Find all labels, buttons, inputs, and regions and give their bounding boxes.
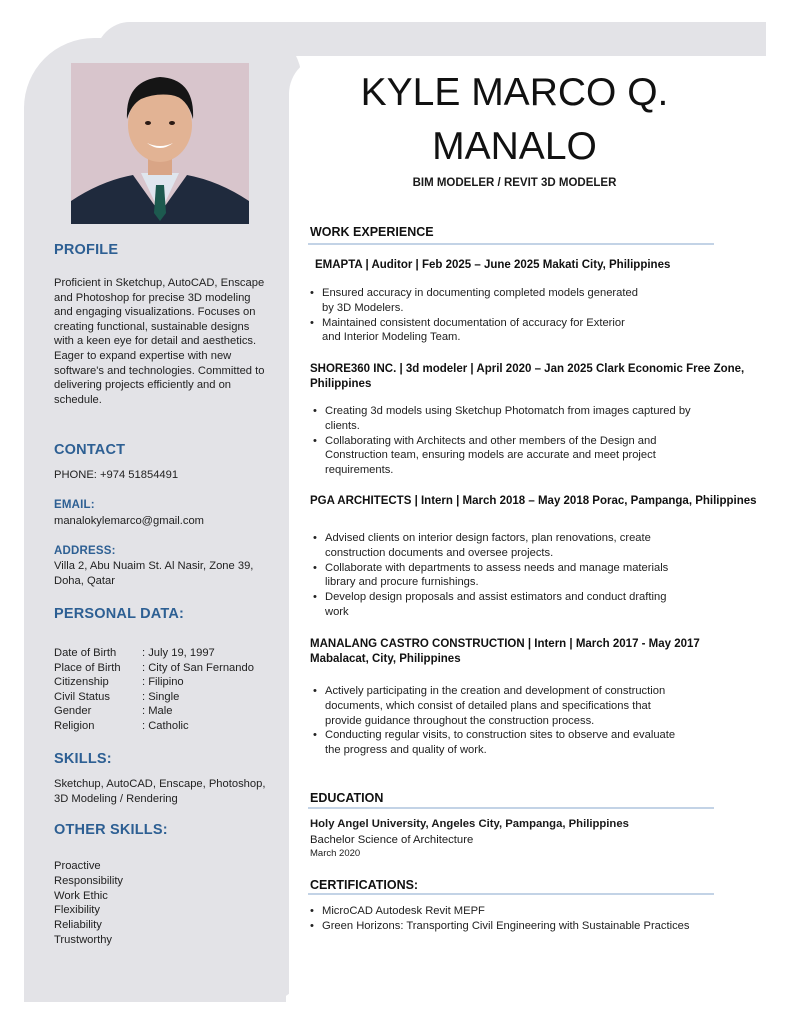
list-item: • Conducting regular visits, to construction sites to observe and evaluate the progress and quality of work. bbox=[313, 729, 676, 757]
personal-row: Civil Status : Single bbox=[54, 690, 180, 703]
skills-text: Sketchup, AutoCAD, Enscape, Photoshop, 3D Modeling / Rendering bbox=[54, 778, 266, 805]
list-item: Reliability bbox=[54, 919, 102, 932]
list-item: • Collaborating with Architects and other members of the Design and Construction team, ensuring models are accurate and meet project requirements. bbox=[313, 434, 657, 477]
phone-text: PHONE: +974 51854491 bbox=[54, 469, 179, 481]
email-text[interactable]: manalokylemarco@gmail.com bbox=[54, 515, 205, 527]
address-label: ADDRESS: bbox=[54, 545, 116, 557]
personal-row: Date of Birth : July 19, 1997 bbox=[54, 647, 215, 659]
certifications-heading: CERTIFICATIONS: bbox=[310, 878, 419, 892]
profile-photo bbox=[71, 63, 249, 224]
degree-name: Bachelor Science of Architecture bbox=[310, 834, 474, 846]
name-line-2: MANALO bbox=[432, 125, 597, 168]
job-title: MANALANG CASTRO CONSTRUCTION | Intern | March 2017 - May 2017 Mabalacat, City, Philippines bbox=[310, 638, 700, 665]
job-bullets bbox=[310, 286, 640, 345]
job-title: PGA ARCHITECTS | Intern | March 2018 – May 2018 Porac, Pampanga, Philippines bbox=[310, 495, 757, 507]
email-label: EMAIL: bbox=[54, 499, 95, 511]
school-name: Holy Angel University, Angeles City, Pampanga, Philippines bbox=[310, 818, 629, 830]
personal-data-heading: PERSONAL DATA: bbox=[54, 606, 185, 622]
list-item: • Maintained consistent documentation of accuracy for Exterior and Interior Modeling Team. bbox=[310, 316, 625, 344]
education-heading: EDUCATION bbox=[310, 791, 384, 805]
personal-data-list bbox=[54, 646, 279, 734]
graduation-date: March 2020 bbox=[310, 848, 361, 859]
skills-heading: SKILLS: bbox=[54, 751, 112, 767]
profile-heading: PROFILE bbox=[54, 242, 119, 258]
work-experience-heading: WORK EXPERIENCE bbox=[310, 225, 434, 239]
other-skills-heading: OTHER SKILLS: bbox=[54, 822, 168, 838]
list-item: • Ensured accuracy in documenting completed models generated by 3D Modelers. bbox=[310, 287, 638, 314]
list-item: • Creating 3d models using Sketchup Photomatch from images captured by clients. bbox=[313, 405, 691, 432]
address-text: Villa 2, Abu Nuaim St. Al Nasir, Zone 39, Doha, Qatar bbox=[54, 560, 254, 587]
section-divider bbox=[308, 807, 714, 809]
list-item: Responsibility bbox=[54, 874, 124, 887]
personal-row: Religion : Catholic bbox=[54, 719, 189, 732]
contact-heading: CONTACT bbox=[54, 442, 126, 458]
list-item: Flexibility bbox=[54, 904, 101, 917]
list-item: Trustworthy bbox=[54, 933, 113, 946]
section-divider bbox=[308, 893, 714, 895]
list-item: Work Ethic bbox=[54, 889, 108, 902]
list-item: • Actively participating in the creation and development of construction documents, which consist of detailed plans and specifications that provide guidance throughout the construction process. bbox=[313, 685, 666, 727]
job-bullets bbox=[313, 684, 683, 758]
job-role: BIM MODELER / REVIT 3D MODELER bbox=[412, 177, 617, 189]
job-title: EMAPTA | Auditor | Feb 2025 – June 2025 Makati City, Philippines bbox=[315, 259, 671, 271]
job-bullets bbox=[313, 404, 713, 478]
job-bullets bbox=[313, 531, 673, 620]
name-line-1: KYLE MARCO Q. bbox=[360, 71, 669, 114]
list-item: • Collaborate with departments to assess needs and manage materials library and procure furnishings. bbox=[313, 561, 669, 589]
section-divider bbox=[308, 243, 714, 245]
personal-row: Gender : Male bbox=[54, 705, 173, 718]
list-item: • Advised clients on interior design factors, plan renovations, create construction documents and oversee projects. bbox=[313, 532, 651, 559]
list-item: Proactive bbox=[54, 860, 101, 872]
list-item: • Develop design proposals and assist estimators and conduct drafting work bbox=[313, 591, 667, 618]
profile-text: Proficient in Sketchup, AutoCAD, Enscape and Photoshop for precise 3D modeling and engaging visualizations. Focuses on creating functional, sustainable designs with a keen eye for detail and aesthetics. Eager to expand expertise with new software's and technologies. Committed to delivering projects efficiently and on schedule. bbox=[54, 277, 265, 406]
list-item: • Green Horizons: Transporting Civil Engineering with Sustainable Practices bbox=[310, 919, 690, 932]
list-item: • MicroCAD Autodesk Revit MEPF bbox=[310, 905, 485, 917]
personal-row: Citizenship : Filipino bbox=[54, 676, 184, 689]
job-title: SHORE360 INC. | 3d modeler | April 2020 – Jan 2025 Clark Economic Free Zone, Philippines bbox=[310, 363, 745, 390]
personal-row: Place of Birth : City of San Fernando bbox=[54, 661, 254, 674]
certifications-list bbox=[310, 904, 710, 934]
other-skills-list bbox=[54, 859, 279, 948]
